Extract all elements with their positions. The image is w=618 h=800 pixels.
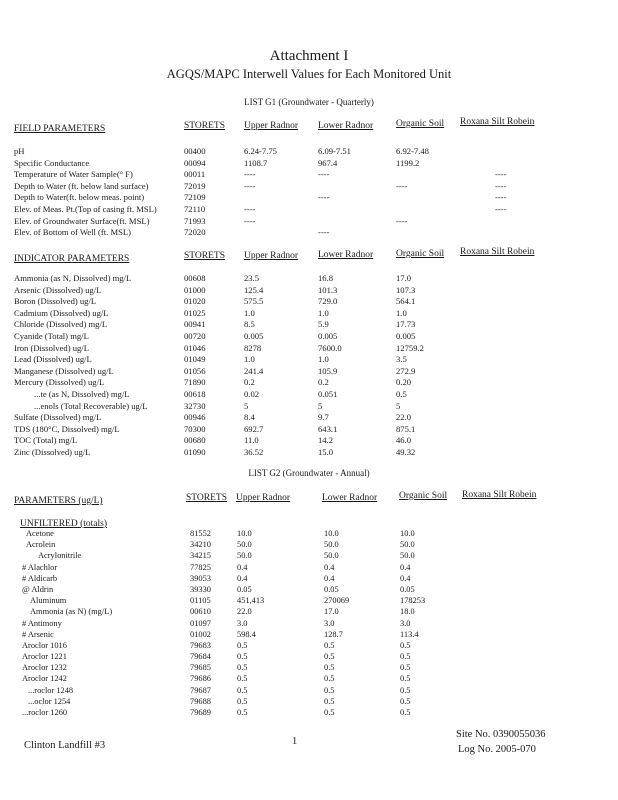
column-lower-radnor: Lower Radnor xyxy=(322,493,378,503)
table-row: Acetone 81552 10.0 10.0 10.0 xyxy=(26,529,415,538)
table-row: @ Aldrin 39330 0.05 0.05 0.05 xyxy=(22,584,415,594)
list-g2-caption: LIST G2 (Groundwater - Annual) xyxy=(248,468,370,478)
table-row: ...te (as N, Dissolved) mg/L 00618 0.02 0.051 0.5 xyxy=(34,388,407,399)
table-row: # Arsenic 01002 598.4 128.7 113.4 xyxy=(22,629,419,639)
table-row: Boron (Dissolved) ug/L 01020 575.5 729.0 564.1 xyxy=(14,296,416,307)
table-row: Ammonia (as N) (mg/L) 00610 22.0 17.0 18.0 xyxy=(30,607,415,617)
table-row: Aroclor 1242 79686 0.5 0.5 0.5 xyxy=(22,674,411,684)
site-number: Site No. 0390055036 xyxy=(456,729,546,740)
table-row: Temperature of Water Sample(° F) 00011 ---- ---- ---- xyxy=(14,169,507,180)
table-row: Aluminum 01105 451,413 270069 178253 xyxy=(30,596,426,606)
table-row: Sulfate (Dissolved) mg/L 00946 8.4 9.7 22.0 xyxy=(14,412,412,423)
table-row: Acrylonitrile 34215 50.0 50.0 50.0 xyxy=(38,551,415,561)
table-row: Depth to Water (ft. below land surface) 72019 ---- ---- ---- xyxy=(14,180,507,191)
table-row: Iron (Dissolved) ug/L 01046 8278 7600.0 12759.2 xyxy=(14,342,424,353)
table-row: ...enols (Total Recoverable) ug/L 32730 5 5 5 xyxy=(34,400,401,411)
column-lower-radnor: Lower Radnor xyxy=(318,250,374,260)
indicator-parameters-table xyxy=(0,273,618,459)
list-g2-parameters-heading: PARAMETERS (ug/L) xyxy=(14,496,103,506)
column-organic-soil: Organic Soil xyxy=(396,249,445,259)
document-subtitle: AGQS/MAPC Interwell Values for Each Monitored Unit xyxy=(166,67,452,81)
document-title: Attachment I xyxy=(269,48,349,64)
table-row: TOC (Total) mg/L 00680 11.0 14.2 46.0 xyxy=(14,435,412,446)
list-g1-caption: LIST G1 (Groundwater - Quarterly) xyxy=(244,97,374,107)
table-row: Mercury (Dissolved) ug/L 71890 0.2 0.2 0.20 xyxy=(14,377,412,388)
table-row: ...oclor 1254 79688 0.5 0.5 0.5 xyxy=(28,696,411,706)
table-row: # Antimony 01097 3.0 3.0 3.0 xyxy=(22,618,411,628)
table-row: Aroclor 1232 79685 0.5 0.5 0.5 xyxy=(22,663,411,673)
table-row: Aroclor 1016 79683 0.5 0.5 0.5 xyxy=(22,640,411,650)
site-name: Clinton Landfill #3 xyxy=(24,740,106,751)
table-row: Depth to Water(ft. below meas. point) 72109 ---- ---- xyxy=(14,192,507,203)
column-roxana-silt: Roxana Silt Robein xyxy=(460,117,535,127)
table-row: Elev. of Groundwater Surface(ft. MSL) 71993 ---- ---- xyxy=(14,215,408,226)
field-parameters-heading: FIELD PARAMETERS xyxy=(14,124,106,134)
table-row: ...roclor 1248 79687 0.5 0.5 0.5 xyxy=(28,685,411,695)
table-row: Cadmium (Dissolved) ug/L 01025 1.0 1.0 1.0 xyxy=(14,307,407,318)
column-storets: STORETS xyxy=(184,251,226,261)
table-row: Acrolein 34210 50.0 50.0 50.0 xyxy=(26,540,415,550)
table-row: # Aldicarb 39053 0.4 0.4 0.4 xyxy=(22,573,411,583)
table-row: Elev. of Meas. Pt.(Top of casing ft. MSL) 72110 ---- ---- xyxy=(14,203,507,214)
page-number: 1 xyxy=(292,736,298,747)
table-row: Elev. of Bottom of Well (ft. MSL) 72020 ---- xyxy=(14,227,330,238)
table-row: Chloride (Dissolved) mg/L 00941 8.5 5.9 17.73 xyxy=(14,319,416,330)
list-g2-table xyxy=(0,528,618,718)
table-row: Lead (Dissolved) ug/L 01049 1.0 1.0 3.5 xyxy=(14,354,407,365)
table-row: pH 00400 6.24-7.75 6.09-7.51 6.92-7.48 xyxy=(14,146,429,156)
column-organic-soil: Organic Soil xyxy=(399,491,448,501)
indicator-parameters-heading: INDICATOR PARAMETERS xyxy=(14,254,130,264)
column-roxana-silt: Roxana Silt Robein xyxy=(462,490,537,500)
table-row: Zinc (Dissolved) ug/L 01090 36.52 15.0 49.32 xyxy=(14,446,416,457)
column-roxana-silt: Roxana Silt Robein xyxy=(460,247,535,257)
column-lower-radnor: Lower Radnor xyxy=(318,121,374,131)
table-row: Specific Conductance 00094 1108.7 967.4 1199.2 xyxy=(14,157,420,168)
table-row: Aroclor 1221 79684 0.5 0.5 0.5 xyxy=(22,652,411,662)
table-row: Ammonia (as N, Dissolved) mg/L 00608 23.5 16.8 17.0 xyxy=(14,273,412,283)
table-row: TDS (180°C, Dissolved) mg/L 70300 692.7 643.1 875.1 xyxy=(14,423,416,434)
column-upper-radnor: Upper Radnor xyxy=(236,493,291,503)
table-row: ...roclor 1260 79689 0.5 0.5 0.5 xyxy=(22,708,411,717)
table-row: Cyanide (Total) mg/L 00720 0.005 0.005 0.005 xyxy=(14,330,416,341)
table-row: Manganese (Dissolved) ug/L 01056 241.4 105.9 272.9 xyxy=(14,365,416,376)
column-storets: STORETS xyxy=(184,121,226,131)
log-number: Log No. 2005-070 xyxy=(458,744,536,755)
column-upper-radnor: Upper Radnor xyxy=(244,251,299,261)
table-row: Arsenic (Dissolved) ug/L 01000 125.4 101.3 107.3 xyxy=(14,284,416,295)
column-organic-soil: Organic Soil xyxy=(396,119,445,129)
column-upper-radnor: Upper Radnor xyxy=(244,121,299,131)
field-parameters-table xyxy=(0,146,618,239)
column-storets: STORETS xyxy=(186,493,228,503)
unfiltered-subheading: UNFILTERED (totals) xyxy=(20,519,107,529)
table-row: # Alachlor 77825 0.4 0.4 0.4 xyxy=(22,562,411,572)
